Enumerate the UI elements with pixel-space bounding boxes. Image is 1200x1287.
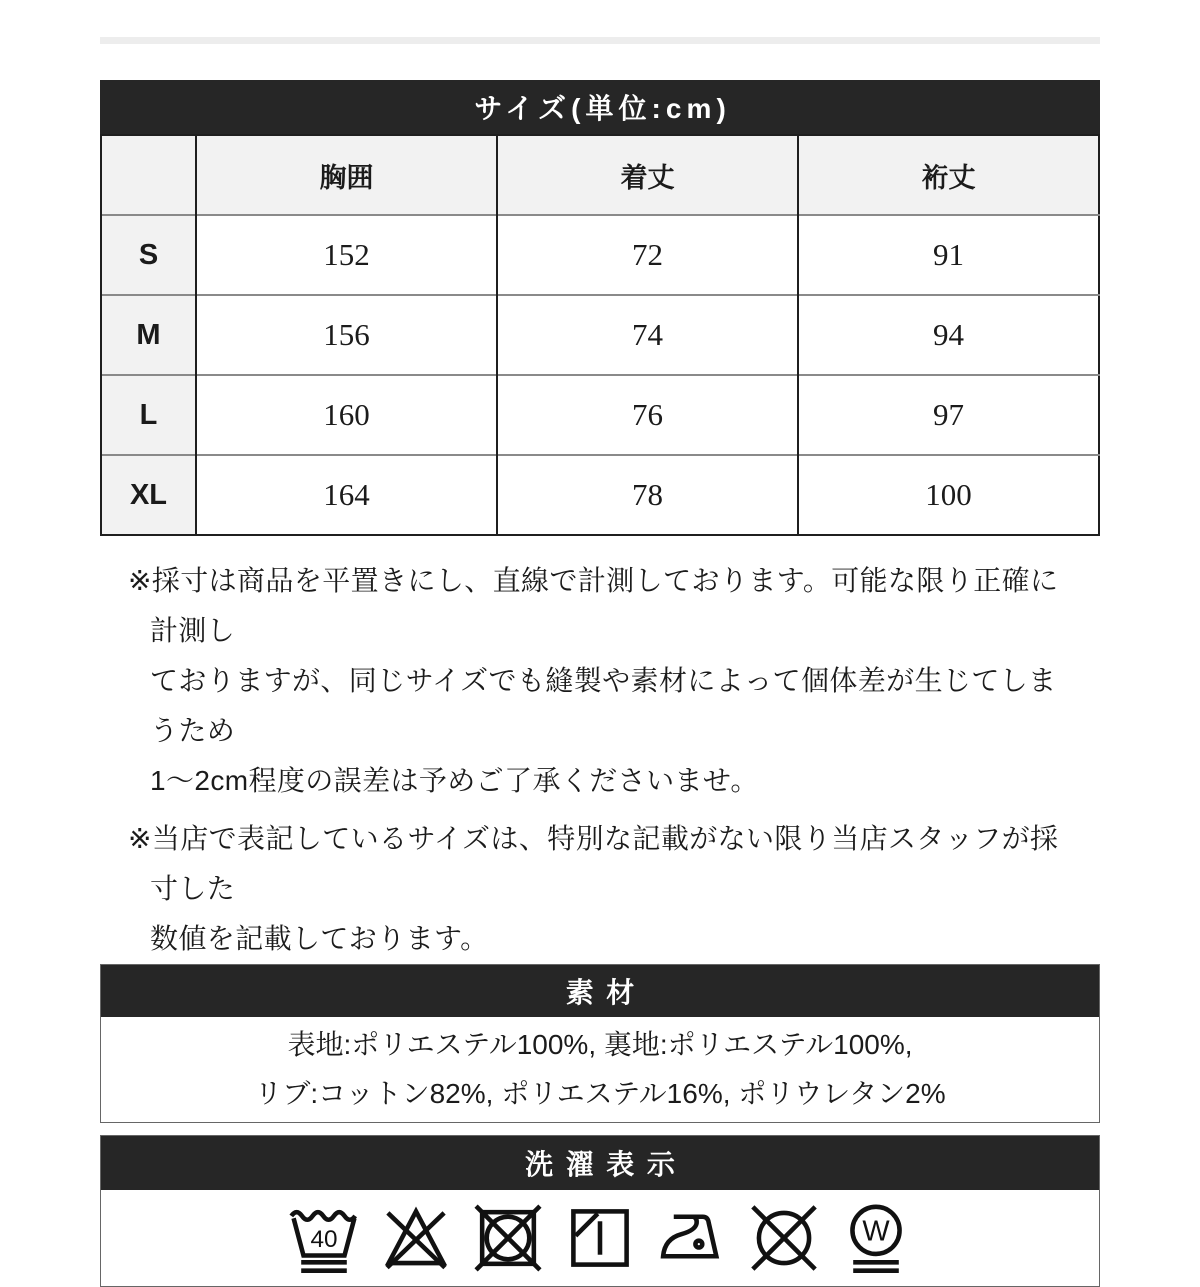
size-label: S xyxy=(101,215,196,295)
size-section-title: サイズ(単位:cm) xyxy=(100,80,1100,134)
laundry-icons-row xyxy=(101,1190,1099,1286)
size-label: M xyxy=(101,295,196,375)
size-table-header-row xyxy=(101,135,1099,215)
length-value: 74 xyxy=(497,295,798,375)
length-value: 76 xyxy=(497,375,798,455)
note-line: ※採寸は商品を平置きにし、直線で計測しております。可能な限り正確に計測し xyxy=(128,565,1059,646)
svg-text:40: 40 xyxy=(310,1226,338,1254)
iron-low-heat-icon xyxy=(654,1197,730,1279)
material-line: リブ:コットン82%, ポリエステル16%, ポリウレタン2% xyxy=(254,1078,946,1109)
do-not-dry-clean-icon xyxy=(746,1197,822,1279)
measurement-note xyxy=(100,556,1100,806)
product-spec-page xyxy=(100,37,1100,1287)
chest-value: 156 xyxy=(196,295,497,375)
sleeve-value: 100 xyxy=(798,455,1099,535)
size-label: L xyxy=(101,375,196,455)
table-row-xl xyxy=(101,455,1099,535)
wash-40-gentle-icon xyxy=(286,1197,362,1279)
sleeve-value: 94 xyxy=(798,295,1099,375)
material-section-title: 素材 xyxy=(101,965,1099,1017)
length-value: 78 xyxy=(497,455,798,535)
table-row-l xyxy=(101,375,1099,455)
table-row-s xyxy=(101,215,1099,295)
note-line: ておりますが、同じサイズでも縫製や素材によって個体差が生じてしまうため xyxy=(150,665,1057,746)
do-not-tumble-dry-icon xyxy=(470,1197,546,1279)
sleeve-value: 97 xyxy=(798,375,1099,455)
laundry-section-title: 洗濯表示 xyxy=(101,1136,1099,1190)
material-line: 表地:ポリエステル100%, 裏地:ポリエステル100%, xyxy=(287,1029,913,1060)
drip-dry-in-shade-icon xyxy=(562,1197,638,1279)
column-header-chest: 胸囲 xyxy=(196,135,497,215)
top-divider xyxy=(100,37,1100,44)
note-line: ※当店で表記しているサイズは、特別な記載がない限り当店スタッフが採寸した xyxy=(128,823,1059,904)
sleeve-value: 91 xyxy=(798,215,1099,295)
laundry-section xyxy=(100,1135,1100,1287)
wet-clean-very-gentle-icon xyxy=(838,1197,914,1279)
note-line: 1〜2cm程度の誤差は予めご了承くださいませ。 xyxy=(150,765,759,796)
svg-text:W: W xyxy=(862,1215,890,1248)
chest-value: 164 xyxy=(196,455,497,535)
material-section xyxy=(100,964,1100,1123)
note-line: 数値を記載しております。 xyxy=(150,923,489,954)
corner-cell xyxy=(101,135,196,215)
column-header-sleeve-length: 裄丈 xyxy=(798,135,1099,215)
table-row-m xyxy=(101,295,1099,375)
material-composition xyxy=(101,1017,1099,1122)
length-value: 72 xyxy=(497,215,798,295)
do-not-bleach-icon xyxy=(378,1197,454,1279)
chest-value: 152 xyxy=(196,215,497,295)
staff-measured-note xyxy=(100,814,1100,964)
chest-value: 160 xyxy=(196,375,497,455)
column-header-body-length: 着丈 xyxy=(497,135,798,215)
size-label: XL xyxy=(101,455,196,535)
size-table xyxy=(100,134,1100,536)
